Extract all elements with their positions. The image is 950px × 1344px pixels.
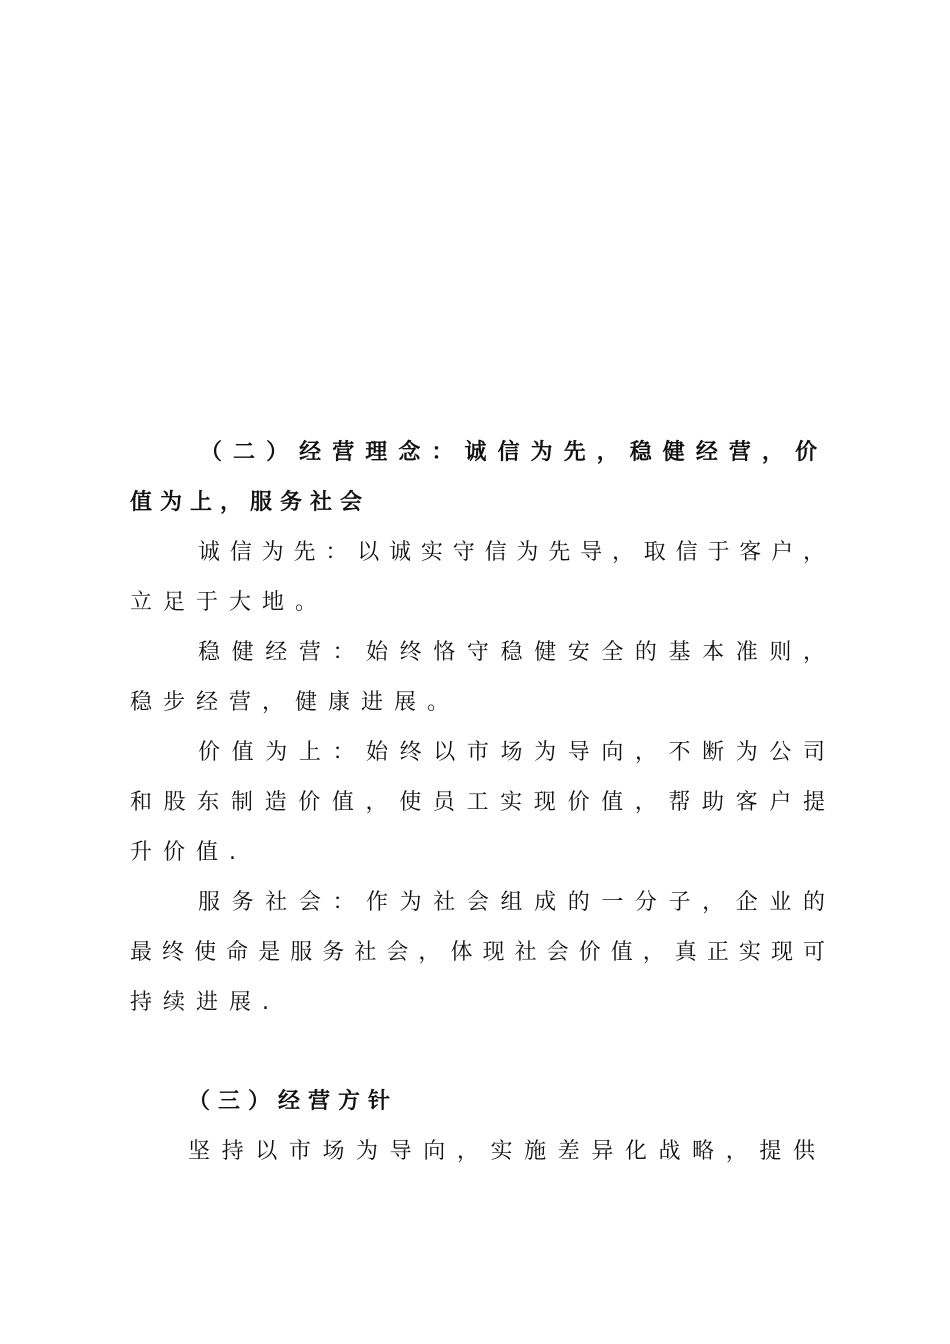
paragraph-steady-operation: 稳健经营：始终恪守稳健安全的基本准则， xyxy=(198,640,825,665)
paragraph-serve-society: 服务社会：作为社会组成的一分子，企业的 xyxy=(198,890,825,915)
section-heading-business-philosophy: （二）经营理念：诚信为先，稳健经营，价 xyxy=(200,440,825,465)
paragraph-integrity-first-cont: 立足于大地。 xyxy=(130,590,329,615)
paragraph-serve-society-end: 持续进展. xyxy=(130,990,280,1015)
paragraph-value-first: 价值为上：始终以市场为导向，不断为公司 xyxy=(198,740,825,765)
paragraph-steady-operation-cont: 稳步经营，健康进展。 xyxy=(130,690,461,715)
section-heading-business-philosophy-cont: 值为上，服务社会 xyxy=(130,490,371,515)
paragraph-value-first-cont: 和股东制造价值，使员工实现价值，帮助客户提 xyxy=(130,790,825,815)
paragraph-business-policy: 坚持以市场为导向，实施差异化战略，提供 xyxy=(188,1139,815,1164)
paragraph-integrity-first: 诚信为先：以诚实守信为先导，取信于客户， xyxy=(198,540,825,565)
paragraph-serve-society-cont: 最终使命是服务社会，体现社会价值，真正实现可 xyxy=(130,940,825,965)
paragraph-value-first-end: 升价值. xyxy=(130,840,247,865)
section-heading-business-policy: （三）经营方针 xyxy=(188,1089,399,1114)
